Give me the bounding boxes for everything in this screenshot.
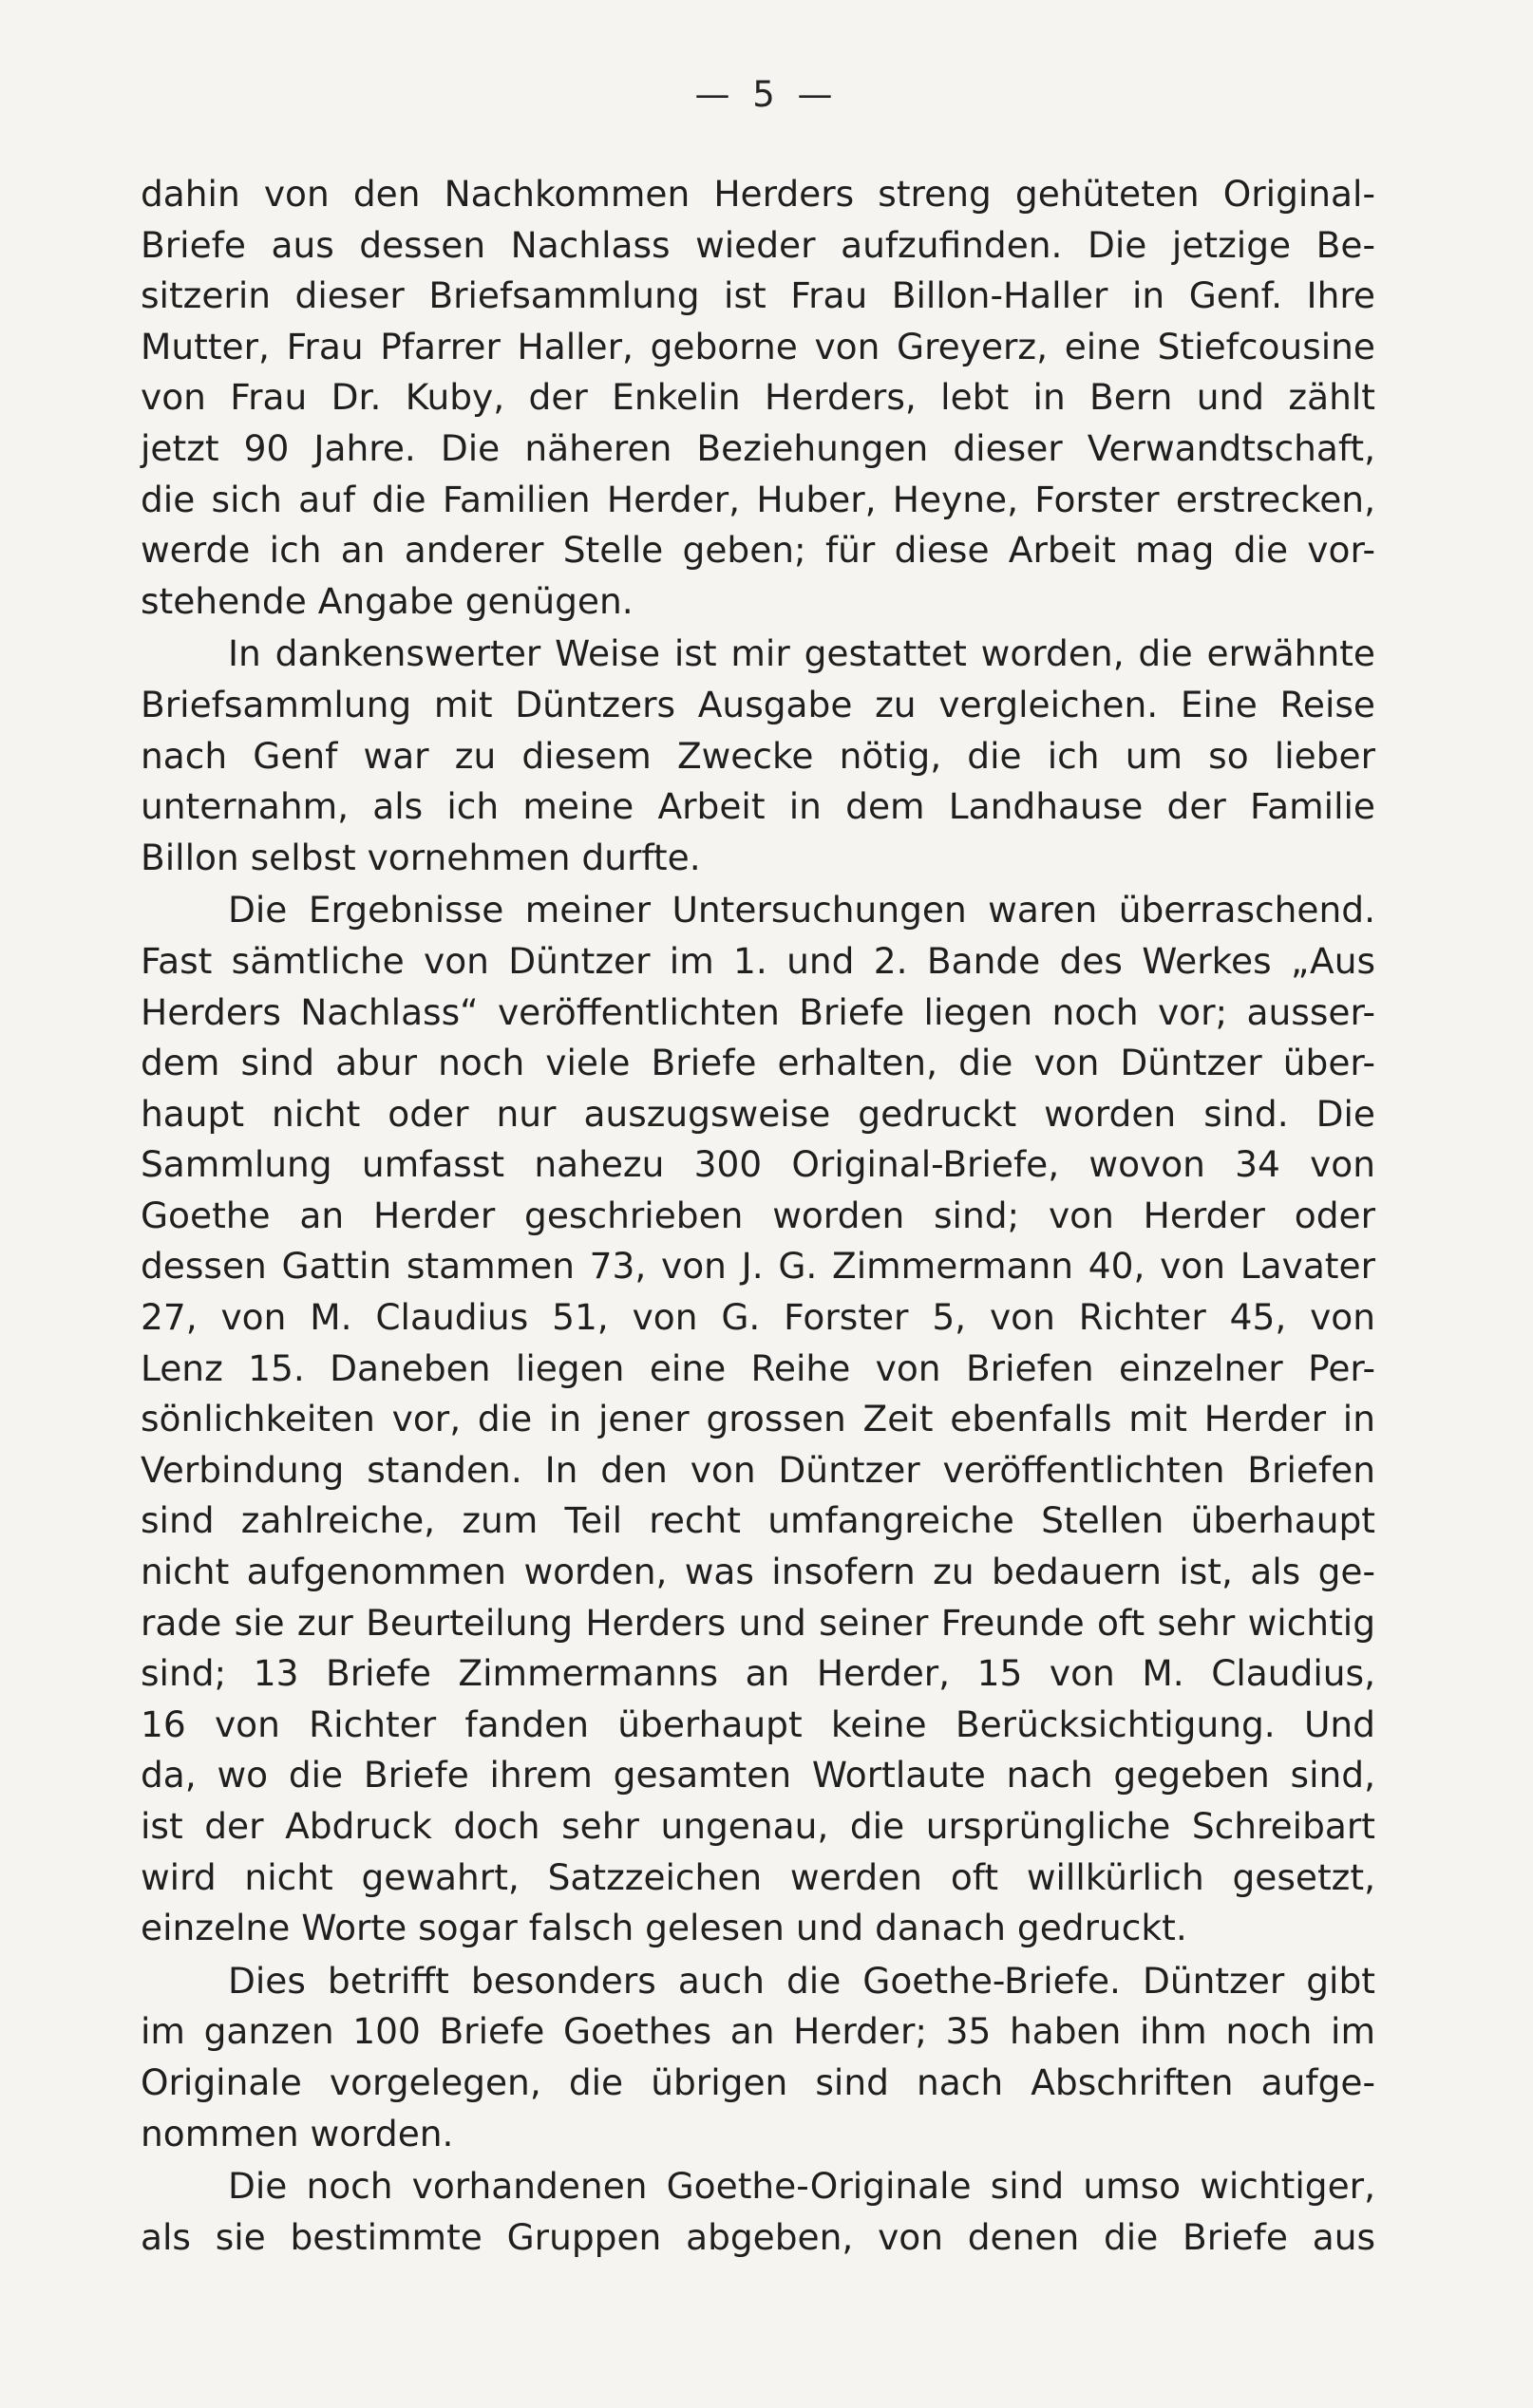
text-line: Die Ergebnisse meiner Untersuchungen waren überraschend. bbox=[228, 889, 1375, 931]
text-line: Sammlung umfasst nahezu 300 Original-Briefe, wovon 34 von bbox=[141, 1143, 1375, 1186]
text-line: 27, von M. Claudius 51, von G. Forster 5, von Richter 45, von bbox=[141, 1296, 1375, 1339]
text-line: da, wo die Briefe ihrem gesamten Wortlaute nach gegeben sind, bbox=[141, 1754, 1375, 1797]
text-line: In dankenswerter Weise ist mir gestattet worden, die erwähnte bbox=[228, 632, 1375, 675]
text-line: sind zahlreiche, zum Teil recht umfangreiche Stellen überhaupt bbox=[141, 1499, 1375, 1542]
text-line: Dies betrifft besonders auch die Goethe-Briefe. Düntzer gibt bbox=[228, 1959, 1375, 2002]
text-line: Briefe aus dessen Nachlass wieder aufzufinden. Die jetzige Be- bbox=[141, 223, 1375, 266]
text-line: 16 von Richter fanden überhaupt keine Berücksichtigung. Und bbox=[141, 1703, 1375, 1745]
text-line: Originale vorgelegen, die übrigen sind nach Abschriften aufge- bbox=[141, 2060, 1375, 2103]
text-line: Die noch vorhandenen Goethe-Originale sind umso wichtiger, bbox=[228, 2165, 1375, 2208]
text-line: sönlichkeiten vor, die in jener grossen Zeit ebenfalls mit Herder in bbox=[141, 1398, 1375, 1440]
text-line: ist der Abdruck doch sehr ungenau, die ursprüngliche Schreibart bbox=[141, 1805, 1375, 1847]
text-line: sitzerin dieser Briefsammlung ist Frau Billon-Haller in Genf. Ihre bbox=[141, 274, 1375, 317]
text-line: dahin von den Nachkommen Herders streng gehüteten Original- bbox=[141, 173, 1375, 215]
text-line: Herders Nachlass“ veröffentlichten Briefe liegen noch vor; ausser- bbox=[141, 990, 1375, 1033]
text-line: Goethe an Herder geschrieben worden sind; von Herder oder bbox=[141, 1194, 1375, 1236]
text-line: werde ich an anderer Stelle geben; für diese Arbeit mag die vor- bbox=[141, 529, 1375, 572]
text-line: einzelne Worte sogar falsch gelesen und danach gedruckt. bbox=[141, 1907, 1187, 1949]
text-line: Verbindung standen. In den von Düntzer veröffentlichten Briefen bbox=[141, 1448, 1375, 1491]
text-line: als sie bestimmte Gruppen abgeben, von denen die Briefe aus bbox=[141, 2215, 1375, 2258]
text-line: Lenz 15. Daneben liegen eine Reihe von Briefen einzelner Per- bbox=[141, 1346, 1375, 1389]
text-line: nommen worden. bbox=[141, 2112, 454, 2154]
page-number: — 5 — bbox=[694, 74, 839, 115]
text-line: Briefsammlung mit Düntzers Ausgabe zu vergleichen. Eine Reise bbox=[141, 683, 1375, 725]
text-line: von Frau Dr. Kuby, der Enkelin Herders, lebt in Bern und zählt bbox=[141, 376, 1375, 419]
text-line: Mutter, Frau Pfarrer Haller, geborne von Greyerz, eine Stiefcousine bbox=[141, 325, 1375, 367]
text-line: Fast sämtliche von Düntzer im 1. und 2. Bande des Werkes „Aus bbox=[141, 939, 1375, 982]
text-line: wird nicht gewahrt, Satzzeichen werden oft willkürlich gesetzt, bbox=[141, 1855, 1375, 1898]
text-line: die sich auf die Familien Herder, Huber, Heyne, Forster erstrecken, bbox=[141, 478, 1375, 520]
text-line: rade sie zur Beurteilung Herders und seiner Freunde oft sehr wichtig bbox=[141, 1601, 1375, 1644]
text-line: haupt nicht oder nur auszugsweise gedruckt worden sind. Die bbox=[141, 1092, 1375, 1135]
text-line: Billon selbst vornehmen durfte. bbox=[141, 836, 701, 878]
body-text bbox=[141, 169, 1375, 2263]
text-line: nicht aufgenommen worden, was insofern zu bedauern ist, als ge- bbox=[141, 1551, 1375, 1593]
text-line: nach Genf war zu diesem Zwecke nötig, die ich um so lieber bbox=[141, 734, 1375, 777]
text-line: dessen Gattin stammen 73, von J. G. Zimmermann 40, von Lavater bbox=[141, 1245, 1375, 1288]
text-line: unternahm, als ich meine Arbeit in dem Landhause der Familie bbox=[141, 785, 1375, 828]
text-line: sind; 13 Briefe Zimmermanns an Herder, 15 von M. Claudius, bbox=[141, 1652, 1375, 1695]
text-line: stehende Angabe genügen. bbox=[141, 579, 634, 622]
text-line: dem sind abur noch viele Briefe erhalten, die von Düntzer über- bbox=[141, 1042, 1375, 1084]
text-line: jetzt 90 Jahre. Die näheren Beziehungen dieser Verwandtschaft, bbox=[141, 426, 1375, 469]
text-line: im ganzen 100 Briefe Goethes an Herder; 35 haben ihm noch im bbox=[141, 2010, 1375, 2053]
